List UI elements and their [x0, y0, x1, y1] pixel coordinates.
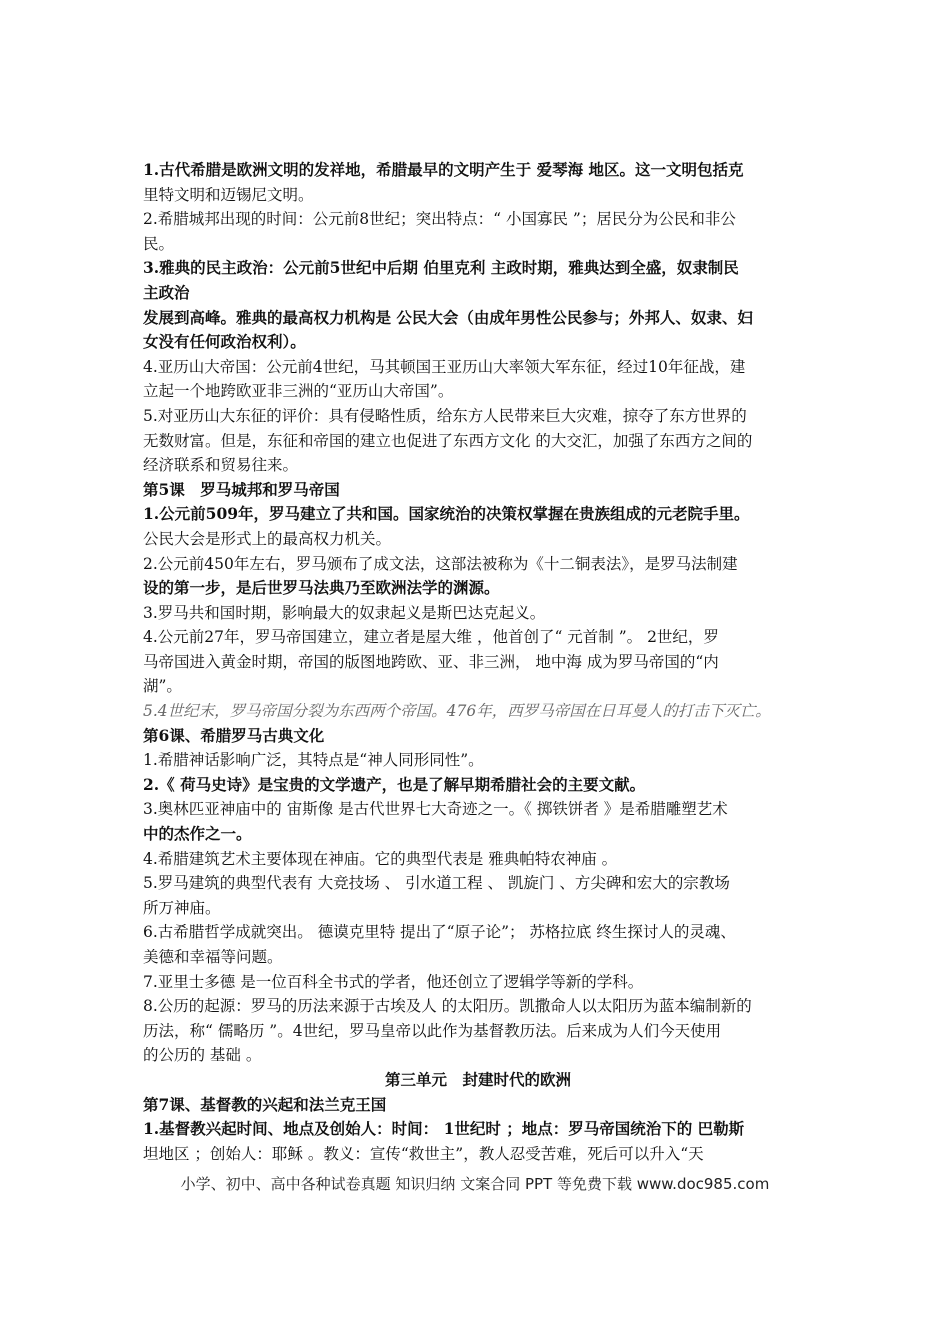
paragraph-line: 6.古希腊哲学成就突出。 德谟克里特 提出了“原子论”； 苏格拉底 终生探讨人的灵魂、 [143, 923, 736, 942]
document-body [143, 158, 813, 1166]
paragraph-line: 无数财富。但是，东征和帝国的建立也促进了东西方文化 的大交汇，加强了东西方之间的 [143, 431, 753, 450]
paragraph-line: 8.公历的起源：罗马的历法来源于古埃及人 的太阳历。凯撒命人以太阳历为蓝本编制新的 [143, 997, 752, 1016]
paragraph-line: 2.《 荷马史诗》是宝贵的文学遗产，也是了解早期希腊社会的主要文献。 [143, 774, 646, 794]
paragraph-line: 坦地区 ；创始人：耶稣 。教义：宣传“救世主”，教人忍受苦难，死后可以升入“天 [143, 1144, 704, 1163]
paragraph-line: 1.基督教兴起时间、地点及创始人：时间： 1世纪时 ；地点：罗马帝国统治下的 巴勒斯 [143, 1119, 745, 1139]
paragraph-line: 3.雅典的民主政治：公元前5世纪中后期 伯里克利 主政时期，雅典达到全盛，奴隶制民 [143, 258, 739, 278]
paragraph-line: 4.亚历山大帝国：公元前4世纪，马其顿国王亚历山大率领大军东征，经过10年征战，建 [143, 357, 746, 376]
paragraph-line: 设的第一步，是后世罗马法典乃至欧洲法学的渊源。 [143, 578, 500, 598]
paragraph-line: 湖”。 [143, 677, 182, 696]
page-footer: 小学、初中、高中各种试卷真题 知识归纳 文案合同 PPT 等免费下载 www.doc985.com [180, 1175, 770, 1193]
paragraph-line: 经济联系和贸易往来。 [143, 456, 299, 475]
paragraph-line: 2.希腊城邦出现的时间：公元前8世纪；突出特点：“ 小国寡民 ”；居民分为公民和非公 [143, 210, 736, 229]
paragraph-line: 5.对亚历山大东征的评价：具有侵略性质，给东方人民带来巨大灾难，掠夺了东方世界的 [143, 406, 747, 425]
paragraph-line: 公民大会是形式上的最高权力机关。 [143, 529, 392, 548]
paragraph-line: 3.罗马共和国时期，影响最大的奴隶起义是斯巴达克起义。 [143, 603, 546, 622]
paragraph-line: 民。 [143, 234, 175, 253]
paragraph-line: 4.公元前27年，罗马帝国建立，建立者是屋大维 ，他首创了“ 元首制 ”。 2世纪，罗 [143, 628, 719, 647]
lesson-heading: 第6课、希腊罗马古典文化 [143, 725, 325, 745]
paragraph-line: 5.4世纪末，罗马帝国分裂为东西两个帝国。476年，西罗马帝国在日耳曼人的打击下灭亡。 [143, 702, 771, 721]
lesson-heading: 第5课 罗马城邦和罗马帝国 [143, 479, 340, 499]
paragraph-line: 1.公元前509年，罗马建立了共和国。国家统治的决策权掌握在贵族组成的元老院手里。 [143, 504, 750, 524]
paragraph-line: 1.古代希腊是欧洲文明的发祥地，希腊最早的文明产生于 爱琴海 地区。这一文明包括克 [143, 160, 744, 179]
paragraph-line: 里特文明和迈锡尼文明。 [143, 185, 314, 204]
paragraph-line: 美德和幸福等问题。 [143, 948, 283, 966]
paragraph-line: 女没有任何政治权利）。 [143, 332, 306, 352]
paragraph-line: 4.希腊建筑艺术主要体现在神庙。它的典型代表是 雅典帕特农神庙 。 [143, 849, 618, 868]
lesson-heading: 第7课、基督教的兴起和法兰克王国 [143, 1094, 387, 1114]
paragraph-line: 所万神庙。 [143, 898, 221, 917]
paragraph-line: 马帝国进入黄金时期，帝国的版图地跨欧、亚、非三洲， 地中海 成为罗马帝国的“内 [143, 652, 719, 671]
paragraph-line: 5.罗马建筑的典型代表有 大竞技场 、 引水道工程 、 凯旋门 、方尖碑和宏大的宗教场 [143, 874, 730, 893]
unit-heading: 第三单元 封建时代的欧洲 [384, 1069, 571, 1089]
paragraph-line: 2.公元前450年左右，罗马颁布了成文法，这部法被称为《十二铜表法》，是罗马法制建 [143, 554, 738, 573]
paragraph-line: 历法，称“ 儒略历 ”。4世纪，罗马皇帝以此作为基督教历法。后来成为人们今天使用 [143, 1021, 722, 1040]
paragraph-line: 中的杰作之一。 [143, 824, 252, 844]
paragraph-line: 立起一个地跨欧亚非三洲的“亚历山大帝国”。 [143, 382, 454, 401]
paragraph-line: 的公历的 基础 。 [143, 1046, 262, 1065]
paragraph-line: 3.奥林匹亚神庙中的 宙斯像 是古代世界七大奇迹之一。《 掷铁饼者 》是希腊雕塑艺术 [143, 800, 728, 819]
paragraph-line: 主政治 [143, 282, 190, 302]
paragraph-line: 7.亚里士多德 是一位百科全书式的学者，他还创立了逻辑学等新的学科。 [143, 972, 644, 991]
paragraph-line: 发展到高峰。雅典的最高权力机构是 公民大会（由成年男性公民参与；外邦人、奴隶、妇 [143, 307, 753, 327]
paragraph-line: 1.希腊神话影响广泛，其特点是“神人同形同性”。 [143, 751, 484, 770]
